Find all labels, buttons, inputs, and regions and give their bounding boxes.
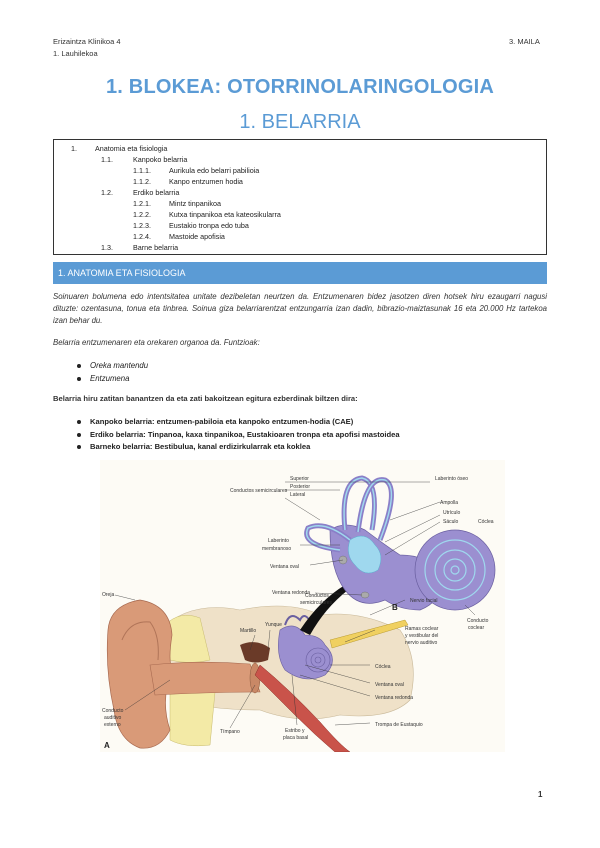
page-number: 1 [538,790,543,799]
svg-text:Superior: Superior [290,476,309,482]
header-level: 3. MAILA [509,37,540,46]
toc-label: Aurikula edo belarri pabilioia [169,166,260,175]
svg-text:auditivo: auditivo [104,715,122,721]
toc-label: Kutxa tinpanikoa eta kateosikularra [169,210,281,219]
toc-number: 1.2.3. [133,221,151,230]
svg-text:Cóclea: Cóclea [478,519,494,525]
svg-text:Laberinto: Laberinto [268,538,289,544]
paragraph-sound: Soinuaren bolumena edo intentsitatea unitate dezibeletan neurtzen da. Entzumenaren bidez jasotzen diren hotsek hiru ezaugarri nagusi dituzte: ozentasuna, tonua eta tinbrea. Soinua giza belarriarentzat entzungarria izan dadin, bibrazio-maiztasunak 16 eta 20.000 Hz tartekoa izan behar du. [53,292,547,325]
svg-text:coclear: coclear [468,625,485,631]
svg-text:Ventana oval: Ventana oval [375,682,404,688]
svg-text:Conductos: Conductos [305,593,329,599]
toc-label: Mastoide apofisia [169,232,225,241]
toc-number: 1.2.2. [133,210,151,219]
header-term: 1. Lauhilekoa [53,49,98,58]
svg-text:Cóclea: Cóclea [375,664,391,670]
list-item: Entzumena [53,373,547,386]
svg-text:Ventana redonda: Ventana redonda [272,590,311,596]
svg-text:Yunque: Yunque [265,622,282,628]
block-title: 1. BLOKEA: OTORRINOLARINGOLOGIA [105,76,495,98]
paragraph-parts-intro: Belarria hiru zatitan banantzen da eta zati bakoitzean egitura ezberdinak biltzen dira: [53,394,358,403]
toc-label: Anatomia eta fisiologia [95,144,168,153]
svg-text:Tímpano: Tímpano [220,729,240,735]
ear-illustration [100,460,505,752]
list-item: Oreka mantendu [53,360,547,373]
toc-label: Erdiko belarria [133,188,180,197]
bullet-icon [77,420,81,424]
svg-text:Conducto: Conducto [467,618,489,624]
toc-number: 1.1.1. [133,166,151,175]
table-of-contents [53,139,547,255]
list-item: Erdiko belarria: Tinpanoa, kaxa tinpanikoa, Eustakioaren tronpa eta apofisi mastoidea [53,429,547,442]
paragraph-functions-intro: Belarria entzumenaren eta orekaren organoa da. Funtzioak: [53,338,260,347]
bullet-icon [77,445,81,449]
svg-text:Ampolla: Ampolla [440,500,459,506]
svg-text:A: A [104,741,110,750]
svg-text:Posterior: Posterior [290,484,311,490]
toc-number: 1.1.2. [133,177,151,186]
bullet-icon [77,377,81,381]
svg-text:Ventana oval: Ventana oval [270,564,299,570]
svg-text:Utrículo: Utrículo [443,510,461,516]
svg-text:Laberinto óseo: Laberinto óseo [435,476,469,482]
toc-label: Kanpo entzumen hodia [169,177,243,186]
svg-text:placa basal: placa basal [283,735,309,741]
svg-text:nervio auditivo: nervio auditivo [405,640,438,646]
svg-text:externo: externo [104,722,121,728]
list-item: Barneko belarria: Bestibulua, kanal erdizirkularrak eta koklea [53,441,547,454]
bullet-icon [77,433,81,437]
parts-list [53,416,547,454]
functions-list [53,360,547,385]
svg-text:Sáculo: Sáculo [443,519,459,525]
svg-text:Ramas coclear: Ramas coclear [405,626,439,632]
list-item: Kanpoko belarria: entzumen-pabiloia eta kanpoko entzumen-hodia (CAE) [53,416,547,429]
svg-text:semicirculares: semicirculares [300,600,332,606]
bullet-icon [77,364,81,368]
svg-text:Conducto: Conducto [102,708,124,714]
svg-text:B: B [392,603,398,612]
svg-text:Trompa de Eustaquio: Trompa de Eustaquio [375,722,423,728]
svg-text:Oreja: Oreja [102,592,115,598]
svg-text:Conductos semicirculares: Conductos semicirculares [230,488,288,494]
svg-text:Estribo y: Estribo y [285,728,305,734]
svg-text:Ventana redonda: Ventana redonda [375,695,414,701]
toc-number: 1.2.1. [133,199,151,208]
toc-label: Barne belarria [133,243,179,252]
svg-text:Nervio facial: Nervio facial [410,598,438,604]
svg-text:Lateral: Lateral [290,492,306,498]
toc-label: Eustakio tronpa edo tuba [169,221,249,230]
svg-text:Martillo: Martillo [240,628,257,634]
ear-anatomy-figure [100,460,505,752]
toc-number: 1.2. [101,188,113,197]
toc-label: Mintz tinpanikoa [169,199,221,208]
chapter-title: 1. BELARRIA [239,111,361,133]
svg-text:y vestibular del: y vestibular del [405,633,439,639]
toc-number: 1. [71,144,77,153]
header-course: Erizaintza Klinikoa 4 [53,37,121,46]
toc-number: 1.3. [101,243,113,252]
toc-number: 1.2.4. [133,232,151,241]
toc-number: 1.1. [101,155,113,164]
toc-label: Kanpoko belarria [133,155,188,164]
svg-text:membranoso: membranoso [262,546,292,552]
section-heading: 1. ANATOMIA ETA FISIOLOGIA [53,262,547,284]
